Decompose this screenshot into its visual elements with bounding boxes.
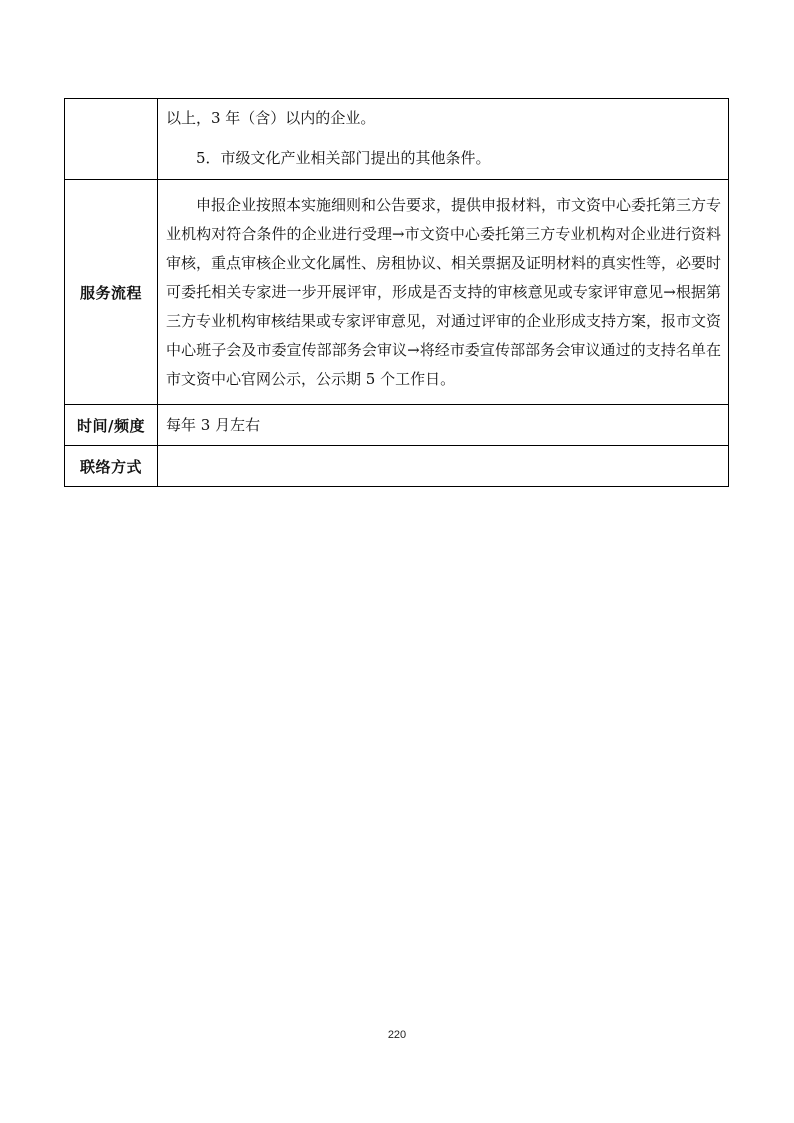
time-value: 每年 3 月左右 bbox=[158, 405, 729, 446]
conditions-line-2: 5．市级文化产业相关部门提出的其他条件。 bbox=[196, 148, 491, 167]
contact-label: 联络方式 bbox=[65, 446, 158, 487]
conditions-content-cell bbox=[158, 99, 729, 180]
page-number: 220 bbox=[387, 1029, 407, 1041]
time-label: 时间/频度 bbox=[65, 405, 158, 446]
table-row-contact bbox=[65, 446, 729, 487]
process-text: 申报企业按照本实施细则和公告要求，提供申报材料，市文资中心委托第三方专业机构对符合条件的企业进行受理→市文资中心委托第三方专业机构对企业进行资料审核，重点审核企业文化属性、房租协议、相关票据及证明材料的真实性等，必要时可委托相关专家进一步开展评审，形成是否支持的审核意见或专家评审意见→根据第三方专业机构审核结果或专家评审意见，对通过评审的企业形成支持方案，报市文资中心班子会及市委宣传部部务会审议→将经市委宣传部部务会审议通过的支持名单在市文资中心官网公示，公示期 5 个工作日。 bbox=[166, 195, 722, 388]
process-content-cell bbox=[158, 180, 729, 405]
contact-value bbox=[158, 446, 729, 487]
table-row-time bbox=[65, 405, 729, 446]
conditions-line-1: 以上，3 年（含）以内的企业。 bbox=[166, 108, 376, 127]
conditions-label-cell bbox=[65, 99, 158, 180]
service-info-table bbox=[64, 98, 729, 487]
process-label: 服务流程 bbox=[65, 180, 158, 405]
table-row-conditions bbox=[65, 99, 729, 180]
table-row-process bbox=[65, 180, 729, 405]
